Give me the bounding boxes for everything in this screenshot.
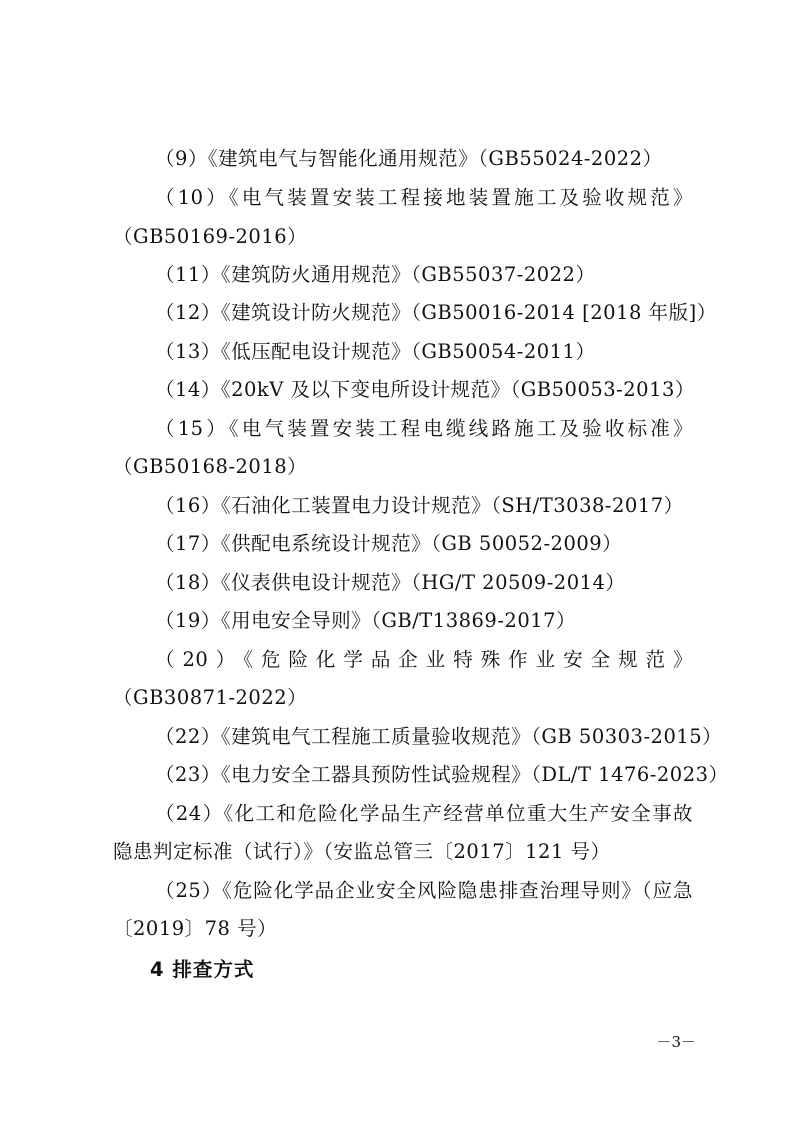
reference-item-9: （9）《建筑电气与智能化通用规范》（GB55024-2022） [155, 147, 663, 170]
page-number: －3－ [656, 1033, 696, 1051]
reference-item-25-continued: 〔2019〕78 号） [113, 917, 278, 940]
reference-item-10: （10）《电气装置安装工程接地装置施工及验收规范》 [155, 186, 693, 209]
reference-item-17: （17）《供配电系统设计规范》（GB 50052-2009） [155, 532, 623, 555]
reference-item-15: （15）《电气装置安装工程电缆线路施工及验收标准》 [155, 417, 693, 440]
reference-item-20: （20）《危险化学品企业特殊作业安全规范》 [155, 648, 693, 671]
reference-item-22: （22）《建筑电气工程施工质量验收规范》（GB 50303-2015） [155, 725, 723, 748]
reference-item-24-continued: 隐患判定标准（试行）》（安监总管三〔2017〕121 号） [113, 840, 611, 863]
reference-item-14: （14）《20kV 及以下变电所设计规范》（GB50053-2013） [155, 378, 695, 401]
reference-item-19: （19）《用电安全导则》（GB/T13869-2017） [155, 609, 577, 632]
reference-item-11: （11）《建筑防火通用规范》（GB55037-2022） [155, 263, 596, 286]
reference-item-12: （12）《建筑设计防火规范》（GB50016-2014 [2018 年版]） [155, 301, 717, 324]
reference-item-24: （24）《化工和危险化学品生产经营单位重大生产安全事故 [155, 802, 693, 825]
reference-item-10-continued: （GB50169-2016） [113, 225, 308, 248]
reference-item-13: （13）《低压配电设计规范》（GB50054-2011） [155, 340, 596, 363]
reference-item-25: （25）《危险化学品企业安全风险隐患排查治理导则》（应急 [155, 879, 693, 902]
reference-item-15-continued: （GB50168-2018） [113, 455, 308, 478]
reference-item-23: （23）《电力安全工器具预防性试验规程》（DL/T 1476-2023） [155, 763, 729, 786]
reference-item-16: （16）《石油化工装置电力设计规范》（SH/T3038-2017） [155, 494, 684, 517]
reference-item-18: （18）《仪表供电设计规范》（HG/T 20509-2014） [155, 571, 626, 594]
section-heading: 4 排查方式 [150, 958, 255, 981]
reference-item-20-continued: （GB30871-2022） [113, 686, 308, 709]
